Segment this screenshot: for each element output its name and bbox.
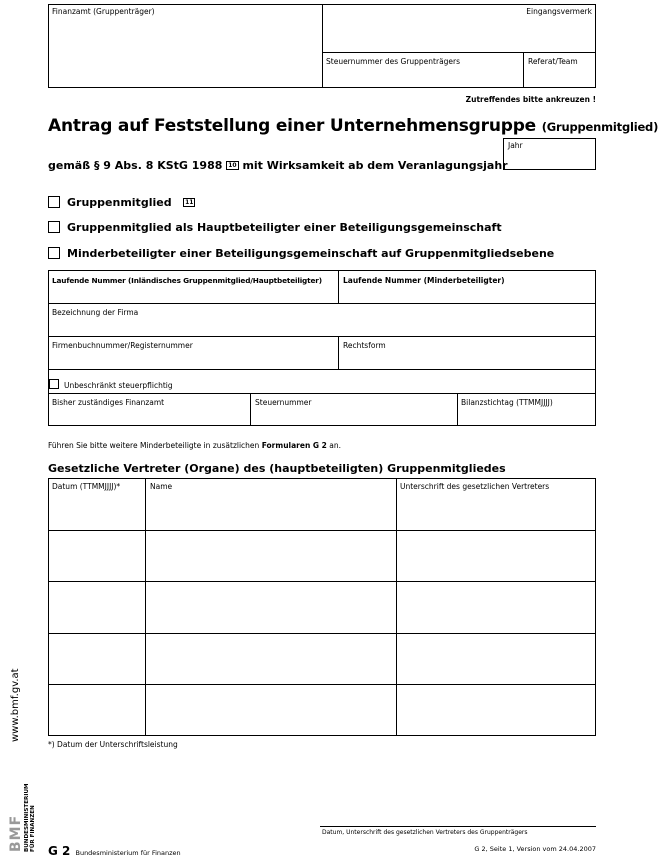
ministry-name: Bundesministerium für Finanzen	[75, 849, 181, 857]
firmenbuch-label: Firmenbuchnummer/Registernummer	[52, 341, 193, 350]
eingangsvermerk-label: Eingangsvermerk	[526, 7, 592, 16]
bisher-fa-label: Bisher zuständiges Finanzamt	[52, 398, 165, 407]
footer-left	[48, 840, 181, 859]
bmf-logo	[6, 772, 36, 852]
title-suffix: (Gruppenmitglied)	[541, 120, 658, 134]
ref-11: 11	[185, 199, 194, 206]
page-title	[48, 116, 658, 136]
bmf-logo-line2: FÜR FINANZEN	[30, 805, 36, 852]
hint-text: Zutreffendes bitte ankreuzen !	[465, 95, 596, 104]
steuernummer-gruppentraeger-label: Steuernummer des Gruppenträgers	[326, 57, 461, 66]
col-name-header: Name	[150, 482, 173, 491]
reps-heading: Gesetzliche Vertreter (Organe) des (hauptbeteiligten) Gruppenmitgliedes	[48, 462, 506, 475]
reps-footnote: *) Datum der Unterschriftsleistung	[48, 740, 178, 749]
reps-table	[48, 478, 596, 736]
jahr-label: Jahr	[508, 141, 523, 150]
option-gruppenmitglied-label: Gruppenmitglied 11	[67, 196, 194, 209]
table-row	[48, 684, 596, 685]
unbeschraenkt-checkbox[interactable]	[49, 379, 59, 389]
option-gruppenmitglied-checkbox[interactable]	[48, 196, 60, 208]
title-main: Antrag auf Feststellung einer Unternehmensgruppe	[48, 116, 536, 136]
lfd-nr-label: Laufende Nummer (Inländisches Gruppenmitglied/Hauptbeteiligter)	[52, 276, 322, 285]
lfd-nr-minder-label: Laufende Nummer (Minderbeteiligter)	[343, 276, 505, 285]
finanzamt-label: Finanzamt (Gruppenträger)	[52, 7, 155, 16]
bmf-url: www.bmf.gv.at	[10, 668, 21, 742]
bmf-logo-mark: BMF	[8, 814, 24, 852]
ref-10: 10	[228, 162, 237, 169]
form-code: G 2	[48, 844, 71, 858]
unbeschraenkt-label: Unbeschränkt steuerpflichtig	[64, 381, 173, 390]
option-hauptbeteiligter-label: Gruppenmitglied als Hauptbeteiligter einer Beteiligungsgemeinschaft	[67, 221, 502, 234]
steuernummer-label: Steuernummer	[255, 398, 312, 407]
bezeichnung-label: Bezeichnung der Firma	[52, 308, 139, 317]
subtitle: gemäß § 9 Abs. 8 KStG 1988 10 mit Wirksamkeit ab dem Veranlagungsjahr	[48, 159, 508, 172]
signature-line	[320, 826, 596, 827]
bilanzstichtag-label: Bilanzstichtag (TTMMJJJJ)	[461, 398, 553, 407]
col-datum-header: Datum (TTMMJJJJ)*	[52, 482, 121, 491]
option-minderbeteiligter-label: Minderbeteiligter einer Beteiligungsgemeinschaft auf Gruppenmitgliedsebene	[67, 247, 555, 260]
minderbeteiligte-note: Führen Sie bitte weitere Minderbeteiligte in zusätzlichen Formularen G 2 an.	[48, 441, 342, 450]
table-row	[48, 633, 596, 634]
signature-label: Datum, Unterschrift des gesetzlichen Vertreters des Gruppenträgers	[322, 829, 528, 836]
form-version: G 2, Seite 1, Version vom 24.04.2007	[474, 845, 596, 853]
option-minderbeteiligter-checkbox[interactable]	[48, 247, 60, 259]
table-row	[48, 530, 596, 531]
bmf-logo-line1: BUNDESMINISTERIUM	[24, 783, 30, 852]
table-row	[48, 581, 596, 582]
referat-label: Referat/Team	[528, 57, 578, 66]
rechtsform-label: Rechtsform	[343, 341, 386, 350]
col-unterschrift-header: Unterschrift des gesetzlichen Vertreters	[400, 482, 550, 491]
option-hauptbeteiligter-checkbox[interactable]	[48, 221, 60, 233]
